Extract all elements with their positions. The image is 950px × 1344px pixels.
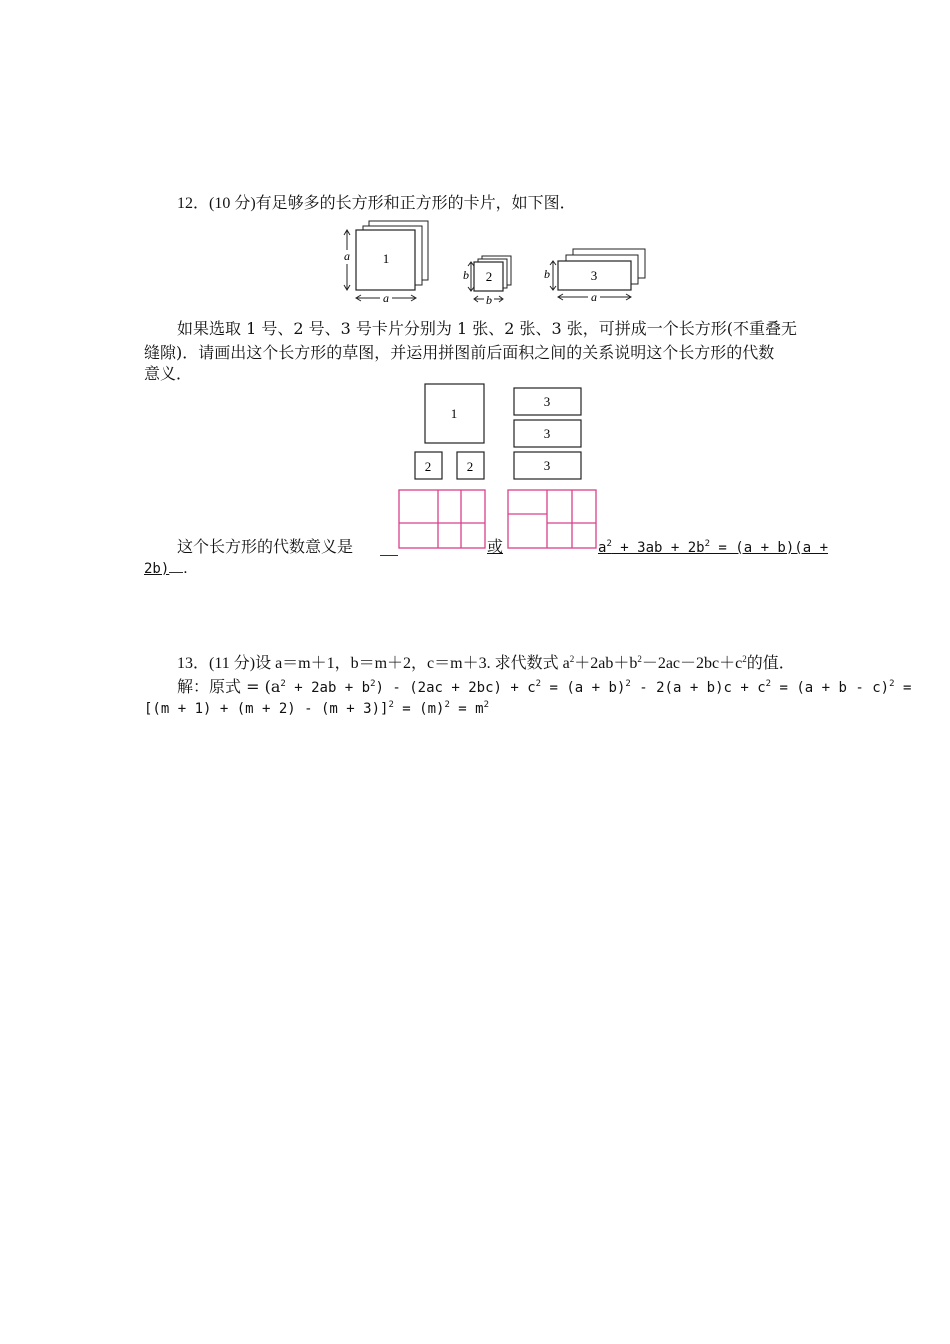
sketch-rectangle-a <box>398 489 488 551</box>
q13-stem: 13．(11 分)设 a＝m＋1，b＝m＋2，c＝m＋3. 求代数式 $a^2+2ab+b^2-2ac-2bc+c^2$的值． <box>177 654 795 672</box>
dim-a-vertical: a <box>344 249 350 263</box>
card-3-label: 3 <box>590 268 598 283</box>
q12-answer-line2: 2b) ． <box>144 561 198 577</box>
q12-answer-expression: $a^2 + 3ab + 2b^2 = (a + b)(a$ + <box>598 539 829 556</box>
q13-solution-line2: $[(m + 1) + (m + 2) - (m + 3)]^2 = (m)^2 = m^2$ <box>144 700 489 717</box>
sketch-rectangle-b <box>507 489 599 551</box>
dim-b-vertical-card3: b <box>544 267 550 281</box>
selected-card-3b-label: 3 <box>543 426 551 441</box>
q13-solution-line1: 解：原式 = $(a^2 + 2ab + b^2) - (2ac + 2bc) + c^2 = (a + b)^2 - 2(a + b)c + c^2 = (a + b - c)^2$ = <box>177 677 912 696</box>
card-types-figure <box>340 215 660 307</box>
dim-b-vertical-card2: b <box>463 268 469 282</box>
dim-b-horizontal: b <box>486 293 492 307</box>
q12-para-line2: 缝隙)．请画出这个长方形的草图，并运用拼图前后面积之间的关系说明这个长方形的代数 <box>144 343 775 362</box>
selected-card-2b-label: 2 <box>466 459 474 474</box>
q12-para-line3: 意义． <box>144 364 193 383</box>
selected-card-3a-label: 3 <box>543 394 551 409</box>
dim-a-horizontal-card3: a <box>591 290 597 304</box>
selected-card-1-label: 1 <box>450 406 458 421</box>
card-1-label: 1 <box>382 251 390 266</box>
q12-stem: 12．(10 分)有足够多的长方形和正方形的卡片，如下图． <box>177 195 576 212</box>
q12-para-line1: 如果选取 1 号、2 号、3 号卡片分别为 1 张、2 张、3 张，可拼成一个长方形(不重叠无 <box>177 319 798 338</box>
selected-card-3c-label: 3 <box>543 458 551 473</box>
card-2-label: 2 <box>485 269 493 284</box>
selected-cards-figure <box>412 382 592 482</box>
selected-card-2a-label: 2 <box>424 459 432 474</box>
answer-blank-1 <box>380 555 398 556</box>
q12-answer-prefix: 这个长方形的代数意义是 <box>177 537 354 556</box>
q12-or: 或 <box>487 537 504 556</box>
dim-a-horizontal: a <box>383 291 389 305</box>
